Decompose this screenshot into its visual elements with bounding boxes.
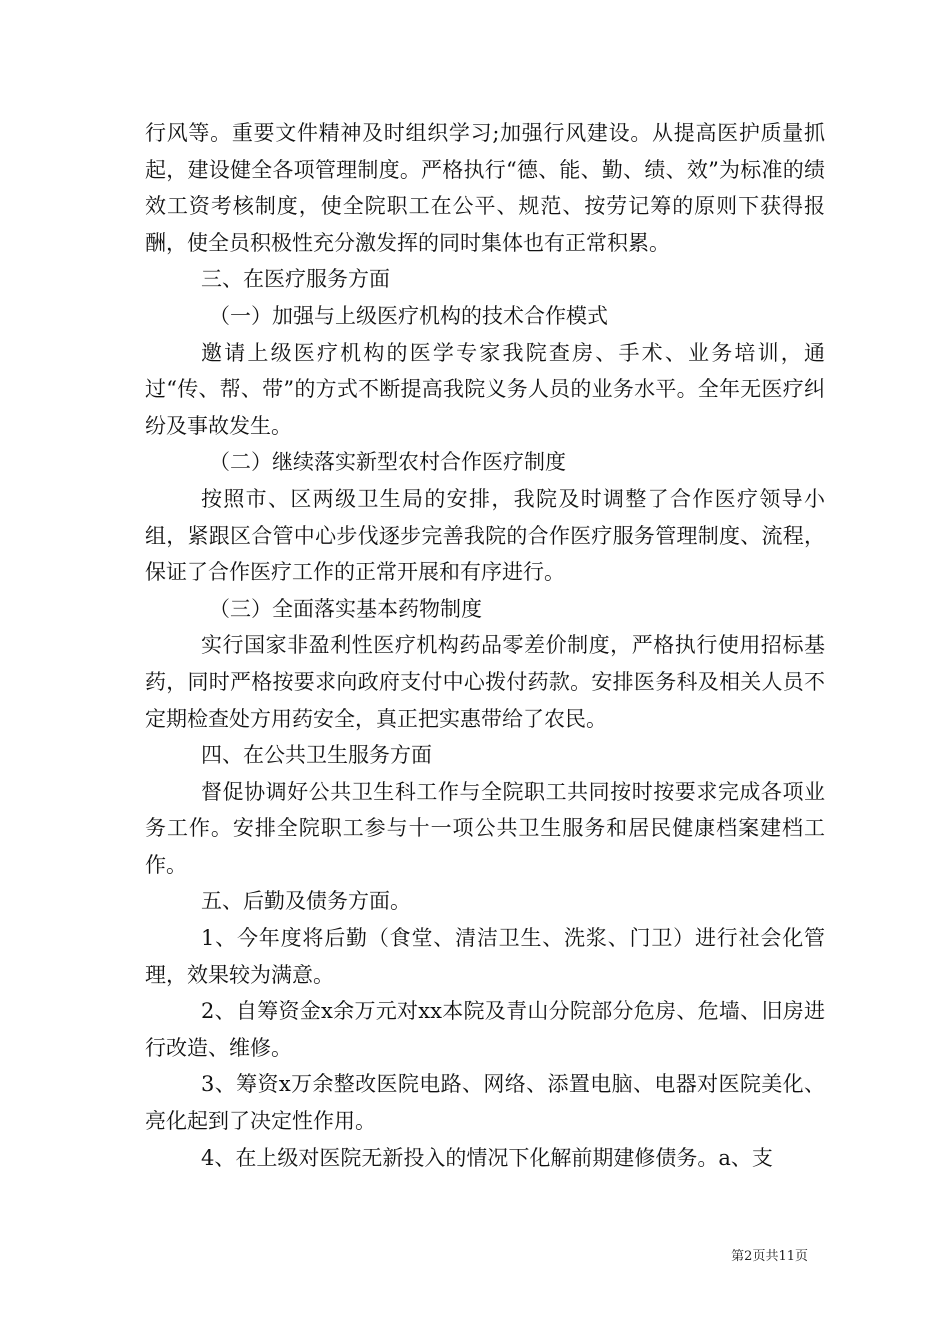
paragraph-continued: 行风等。重要文件精神及时组织学习;加强行风建设。从提高医护质量抓起，建设健全各项管理制度。严格执行“德、能、勤、绩、效”为标准的绩效工资考核制度，使全院职工在公平、规范、按劳记筹的原则下获得报酬，使全员积极性充分激发挥的同时集体也有正常积累。 xyxy=(145,121,825,255)
list-item-4: 4、在上级对医院无新投入的情况下化解前期建修债务。a、支 xyxy=(201,1145,773,1170)
page-number-footer: 第2页共11页 xyxy=(731,1249,808,1264)
paragraph-public-health: 督促协调好公共卫生科工作与全院职工共同按时按要求完成各项业务工作。安排全院职工参与十一项公共卫生服务和居民健康档案建档工作。 xyxy=(145,779,825,877)
heading-public-health: 四、在公共卫生服务方面 xyxy=(201,743,432,768)
list-item-2: 2、自筹资金x余万元对xx本院及青山分院部分危房、危墙、旧房进行改造、维修。 xyxy=(145,999,825,1060)
subheading-rural-insurance: （二）继续落实新型农村合作医疗制度 xyxy=(209,450,566,475)
list-item-1: 1、今年度将后勤（食堂、清洁卫生、洗浆、门卫）进行社会化管理，效果较为满意。 xyxy=(145,926,825,987)
paragraph-essential-drugs: 实行国家非盈利性医疗机构药品零差价制度，严格执行使用招标基药，同时严格按要求向政府支付中心拨付药款。安排医务科及相关人员不定期检查处方用药安全，真正把实惠带给了农民。 xyxy=(145,633,825,731)
paragraph-cooperation: 邀请上级医疗机构的医学专家我院查房、手术、业务培训，通过“传、帮、带”的方式不断提高我院义务人员的业务水平。全年无医疗纠纷及事故发生。 xyxy=(145,340,825,438)
subheading-cooperation: （一）加强与上级医疗机构的技术合作模式 xyxy=(209,303,608,328)
heading-medical-services: 三、在医疗服务方面 xyxy=(201,267,390,292)
document-body xyxy=(145,115,825,1176)
heading-logistics-debt: 五、后勤及债务方面。 xyxy=(201,889,411,914)
subheading-essential-drugs: （三）全面落实基本药物制度 xyxy=(209,596,482,621)
list-item-3: 3、筹资x万余整改医院电路、网络、添置电脑、电器对医院美化、亮化起到了决定性作用。 xyxy=(145,1072,825,1134)
paragraph-rural-insurance: 按照市、区两级卫生局的安排，我院及时调整了合作医疗领导小组，紧跟区合管中心步伐逐步完善我院的合作医疗服务管理制度、流程，保证了合作医疗工作的正常开展和有序进行。 xyxy=(145,486,825,585)
